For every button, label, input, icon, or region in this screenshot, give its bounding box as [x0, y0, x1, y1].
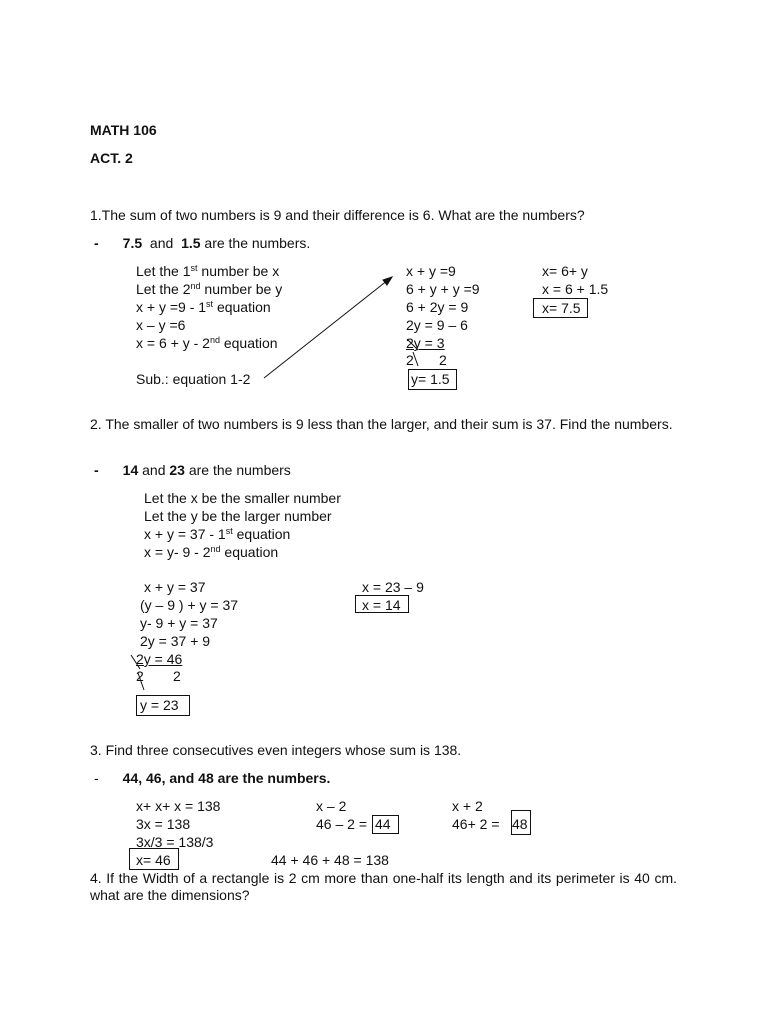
q1-right-2: x = 6 + 1.5	[542, 281, 609, 297]
q1-mid-2: 6 + y + y =9	[406, 281, 480, 297]
substitution-arrow-head	[383, 277, 392, 285]
q2-work-5: 2y = 46	[136, 651, 183, 667]
q3-answer-text: 44, 46, and 48 are the numbers.	[122, 770, 331, 786]
q1-answer-and: and	[149, 235, 174, 251]
q3-col2-1: x – 2	[316, 798, 347, 814]
q1-y-result: y= 1.5	[411, 371, 450, 387]
q2-bullet: -	[94, 462, 99, 478]
q2-work-1: x + y = 37	[144, 579, 206, 595]
q2-work-6b: 2	[173, 668, 181, 684]
q3-sum-check: 44 + 46 + 48 = 138	[271, 852, 389, 868]
q2-cancel-stroke-bottom	[138, 673, 144, 690]
q3-col2-2: 46 – 2 =	[316, 816, 367, 832]
course-title: MATH 106	[90, 122, 157, 138]
q2-work-6a: 2	[136, 668, 144, 684]
q3-44: 44	[375, 816, 391, 832]
q3-col3-2: 46+ 2 =	[452, 816, 500, 832]
q3-col1-2: 3x = 138	[136, 816, 191, 832]
q1-mid-4: 2y = 9 – 6	[406, 317, 468, 333]
q2-answer-a: 14	[122, 462, 139, 478]
q2-setup-2: Let the y be the larger number	[144, 508, 332, 524]
q2-y-result: y = 23	[140, 697, 179, 713]
q2-equation-2: x = y- 9 - 2nd equation	[144, 544, 279, 560]
q1-equation-2: x = 6 + y - 2nd equation	[136, 335, 278, 351]
q2-setup-1: Let the x be the smaller number	[144, 490, 341, 506]
q1-right-1: x= 6+ y	[542, 263, 588, 279]
q1-cancel-stroke-bottom	[413, 352, 418, 366]
q2-work-3: y- 9 + y = 37	[140, 615, 218, 631]
q2-answer-and: and	[142, 462, 166, 478]
q3-x-result: x= 46	[136, 852, 171, 868]
q1-difference: x – y =6	[136, 317, 186, 333]
q1-mid-3: 6 + 2y = 9	[406, 299, 469, 315]
q2-answer-rest: are the numbers	[188, 462, 291, 478]
q3-col1-3: 3x/3 = 138/3	[136, 834, 214, 850]
q1-equation-1: x + y =9 - 1st equation	[136, 299, 271, 315]
q1-bullet: -	[94, 235, 99, 251]
q1-substitution: Sub.: equation 1-2	[136, 371, 251, 387]
q1-cancel-stroke-top	[407, 339, 418, 350]
q3-col1-1: x+ x+ x = 138	[136, 798, 221, 814]
q1-let-second: Let the 2nd number be y	[136, 281, 283, 297]
substitution-arrow-line	[264, 280, 388, 378]
q1-mid-6a: 2	[406, 352, 414, 368]
q1-answer-a: 7.5	[122, 235, 143, 251]
q2-cancel-stroke-top	[131, 655, 140, 669]
q3-question: 3. Find three consecutives even integers whose sum is 138.	[90, 742, 462, 758]
q1-let-first: Let the 1st number be x	[136, 263, 280, 279]
activity-title: ACT. 2	[90, 150, 133, 166]
q2-right-1: x = 23 – 9	[362, 579, 424, 595]
q1-mid-1: x + y =9	[406, 263, 456, 279]
q2-equation-1: x + y = 37 - 1st equation	[144, 526, 291, 542]
q1-answer-b: 1.5	[181, 235, 201, 251]
q2-question: 2. The smaller of two numbers is 9 less than the larger, and their sum is 37. Find the numbers.	[90, 416, 673, 432]
q1-x-result: x= 7.5	[542, 300, 581, 316]
q3-48: 48	[512, 816, 528, 832]
q2-x-result: x = 14	[362, 597, 401, 613]
q4-question: 4. If the Width of a rectangle is 2 cm more than one-half its length and its perimeter is 40 cm. what are the dimensions?	[90, 870, 677, 903]
q3-bullet: -	[94, 770, 99, 786]
q1-mid-6b: 2	[439, 352, 447, 368]
q1-question: 1.The sum of two numbers is 9 and their difference is 6. What are the numbers?	[90, 207, 585, 223]
q1-answer-rest: are the numbers.	[204, 235, 311, 251]
q2-answer-b: 23	[169, 462, 185, 478]
q3-col3-1: x + 2	[452, 798, 483, 814]
q2-work-2: (y – 9 ) + y = 37	[140, 597, 239, 613]
q2-work-4: 2y = 37 + 9	[140, 633, 211, 649]
q1-mid-5: 2y = 3	[406, 335, 445, 351]
